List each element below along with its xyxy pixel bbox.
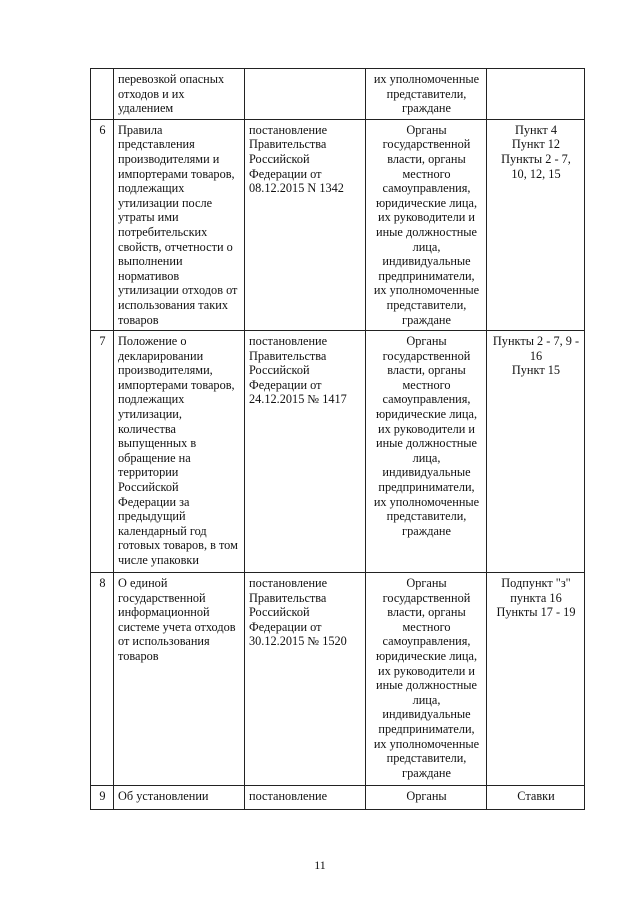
document-title: Об установлении (114, 786, 245, 810)
regulated-subjects: Органы государственной власти, органы местного самоуправления, юридические лица, их руководители и иные должностные лица, индивидуальные предприниматели, их уполномоченные представители, граждане (366, 331, 487, 573)
article-references: Ставки (487, 786, 585, 810)
article-references (487, 69, 585, 120)
table-row (91, 573, 585, 786)
page-number: 11 (314, 858, 326, 872)
row-number: 6 (91, 119, 114, 330)
article-references: Подпункт "з" пункта 16 Пункты 17 - 19 (487, 573, 585, 786)
regulated-subjects: Органы государственной власти, органы местного самоуправления, юридические лица, их руководители и иные должностные лица, индивидуальные предприниматели, их уполномоченные представители, граждане (366, 573, 487, 786)
article-references: Пункты 2 - 7, 9 - 16 Пункт 15 (487, 331, 585, 573)
regulated-subjects: Органы государственной власти, органы местного самоуправления, юридические лица, их руководители и иные должностные лица, индивидуальные предприниматели, их уполномоченные представители, граждане (366, 119, 487, 330)
legal-act: постановление Правительства Российской Федерации от 08.12.2015 N 1342 (245, 119, 366, 330)
document-title: перевозкой опасных отходов и их удалением (114, 69, 245, 120)
row-number (91, 69, 114, 120)
document-title: Положение о декларировании производителями, импортерами товаров, подлежащих утилизации, количества выпущенных в обращение на территории Российской Федерации за предыдущий календарный год готовых товаров, в том числе упаковки (114, 331, 245, 573)
regulated-subjects: Органы (366, 786, 487, 810)
table-row (91, 69, 585, 120)
regulations-table (90, 68, 585, 810)
legal-act: постановление Правительства Российской Федерации от 30.12.2015 № 1520 (245, 573, 366, 786)
row-number: 8 (91, 573, 114, 786)
legal-act: постановление Правительства Российской Федерации от 24.12.2015 № 1417 (245, 331, 366, 573)
legal-act: постановление (245, 786, 366, 810)
table-row (91, 786, 585, 810)
legal-act (245, 69, 366, 120)
regulated-subjects: их уполномоченные представители, граждане (366, 69, 487, 120)
table-row (91, 331, 585, 573)
article-references: Пункт 4 Пункт 12 Пункты 2 - 7, 10, 12, 15 (487, 119, 585, 330)
document-title: Правила представления производителями и импортерами товаров, подлежащих утилизации после утраты ими потребительских свойств, отчетности о выполнении нормативов утилизации отходов от использования таких товаров (114, 119, 245, 330)
row-number: 7 (91, 331, 114, 573)
row-number: 9 (91, 786, 114, 810)
document-title: О единой государственной информационной системе учета отходов от использования товаров (114, 573, 245, 786)
table-row (91, 119, 585, 330)
